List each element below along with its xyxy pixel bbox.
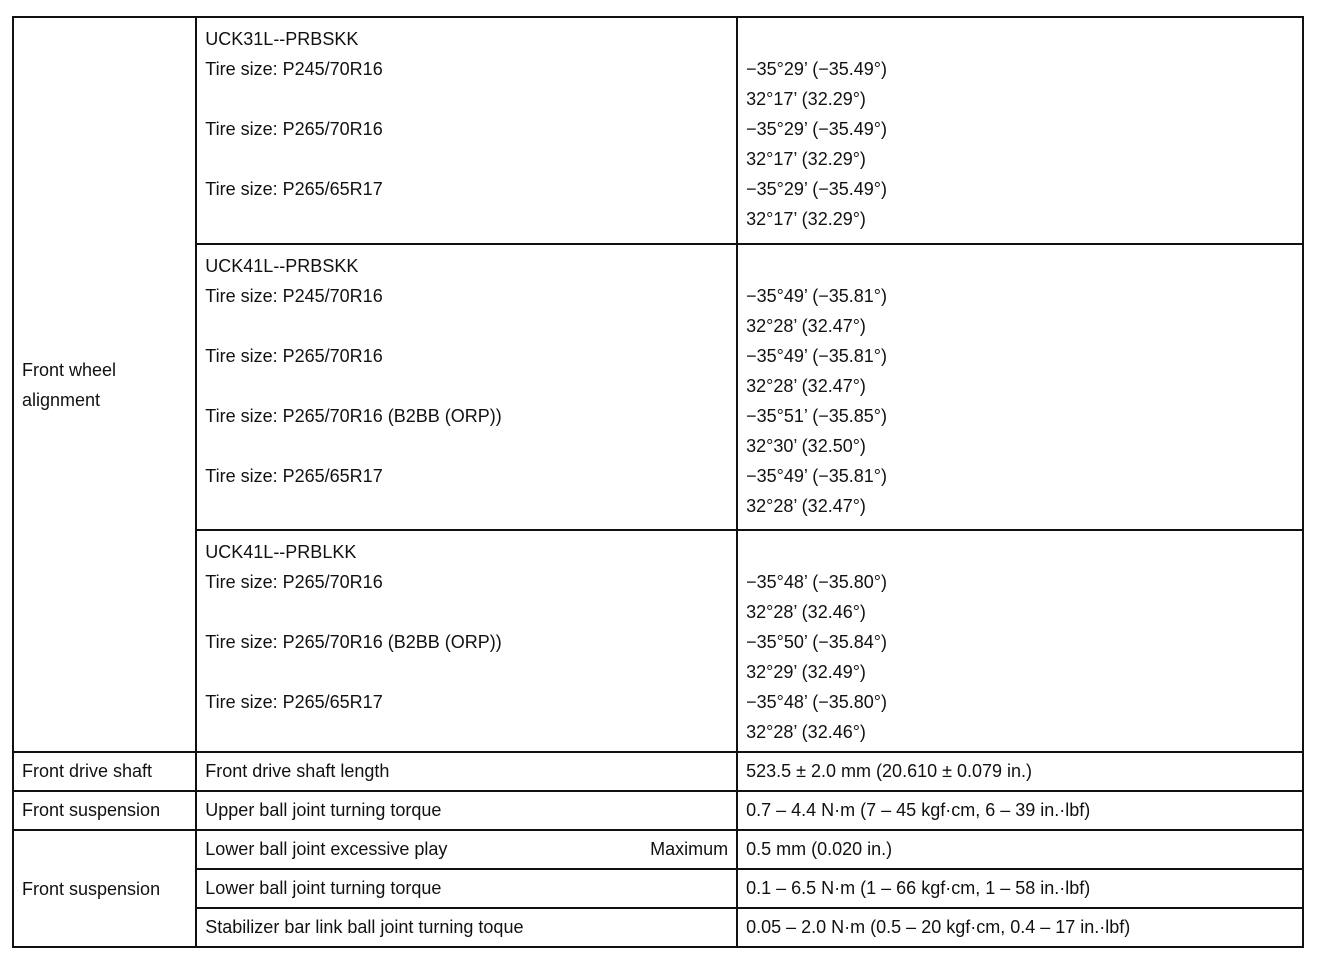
tire-size-label: Tire size: P265/70R16 (B2BB (ORP)) [205, 632, 502, 652]
alignment-group-values [737, 530, 1303, 752]
suspension-value: 0.05 – 2.0 N·m (0.5 – 20 kgf·cm, 0.4 – 17 in.·lbf) [737, 908, 1303, 947]
tire-size-label: Tire size: P265/65R17 [205, 692, 383, 712]
right-steering-angle: 32°28’ (32.46°) [746, 602, 866, 622]
drive-shaft-value: 523.5 ± 2.0 mm (20.610 ± 0.079 in.) [737, 752, 1303, 791]
drive-shaft-row [13, 752, 1303, 791]
model-code: UCK41L--PRBSKK [205, 256, 359, 276]
left-steering-angle: −35°49’ (−35.81°) [746, 286, 887, 306]
left-steering-angle: −35°50’ (−35.84°) [746, 632, 887, 652]
alignment-group-labels [196, 244, 737, 530]
suspension-value: 0.5 mm (0.020 in.) [737, 830, 1303, 869]
drive-shaft-item: Front drive shaft length [196, 752, 737, 791]
right-steering-angle: 32°17’ (32.29°) [746, 149, 866, 169]
left-steering-angle: −35°49’ (−35.81°) [746, 346, 887, 366]
left-steering-angle: −35°48’ (−35.80°) [746, 572, 887, 592]
right-steering-angle: 32°17’ (32.29°) [746, 89, 866, 109]
right-steering-angle: 32°28’ (32.47°) [746, 376, 866, 396]
tire-size-label: Tire size: P245/70R16 [205, 59, 383, 79]
tire-size-label: Tire size: P265/70R16 [205, 346, 383, 366]
model-code: UCK41L--PRBLKK [205, 542, 357, 562]
model-code: UCK31L--PRBSKK [205, 29, 359, 49]
suspension-lower-row [13, 869, 1303, 908]
suspension-category: Front suspension [13, 791, 196, 830]
right-steering-angle: 32°29’ (32.49°) [746, 662, 866, 682]
alignment-group-row [13, 530, 1303, 752]
suspension-lower-row [13, 830, 1303, 869]
tire-size-label: Tire size: P265/70R16 [205, 572, 383, 592]
right-steering-angle: 32°28’ (32.46°) [746, 722, 866, 742]
category-line: Front wheel [22, 359, 117, 380]
left-steering-angle: −35°48’ (−35.80°) [746, 692, 887, 712]
suspension-value: 0.7 – 4.4 N·m (7 – 45 kgf·cm, 6 – 39 in.·lbf) [737, 791, 1303, 830]
drive-shaft-category: Front drive shaft [13, 752, 196, 791]
left-steering-angle: −35°49’ (−35.81°) [746, 466, 887, 486]
right-steering-angle: 32°28’ (32.47°) [746, 316, 866, 336]
suspension-lower-row [13, 908, 1303, 947]
alignment-group-row [13, 17, 1303, 244]
right-steering-angle: 32°30’ (32.50°) [746, 436, 866, 456]
tire-size-label: Tire size: P265/65R17 [205, 179, 383, 199]
left-steering-angle: −35°29’ (−35.49°) [746, 119, 887, 139]
right-steering-angle: 32°28’ (32.47°) [746, 496, 866, 516]
front-wheel-alignment-category [13, 17, 196, 752]
left-steering-angle: −35°29’ (−35.49°) [746, 59, 887, 79]
suspension-upper-row [13, 791, 1303, 830]
left-steering-angle: −35°51’ (−35.85°) [746, 406, 887, 426]
left-steering-angle: −35°29’ (−35.49°) [746, 179, 887, 199]
category-line: alignment [22, 389, 101, 410]
tire-size-label: Tire size: P265/65R17 [205, 466, 383, 486]
specification-table [12, 16, 1304, 948]
tire-size-label: Tire size: P265/70R16 (B2BB (ORP)) [205, 406, 502, 426]
alignment-group-labels [196, 17, 737, 244]
alignment-group-row [13, 244, 1303, 530]
alignment-group-values [737, 17, 1303, 244]
suspension-item: Lower ball joint turning torque [196, 869, 737, 908]
suspension-item: Stabilizer bar link ball joint turning toque [196, 908, 737, 947]
tire-size-label: Tire size: P245/70R16 [205, 286, 383, 306]
tire-size-label: Tire size: P265/70R16 [205, 119, 383, 139]
suspension-item-qualifier: Maximum [650, 839, 729, 859]
suspension-item [196, 830, 737, 869]
suspension-value: 0.1 – 6.5 N·m (1 – 66 kgf·cm, 1 – 58 in.·lbf) [737, 869, 1303, 908]
suspension-item: Upper ball joint turning torque [196, 791, 737, 830]
suspension-category: Front suspension [13, 830, 196, 947]
alignment-group-values [737, 244, 1303, 530]
alignment-group-labels [196, 530, 737, 752]
right-steering-angle: 32°17’ (32.29°) [746, 209, 866, 229]
suspension-item-label: Lower ball joint excessive play [205, 839, 448, 859]
